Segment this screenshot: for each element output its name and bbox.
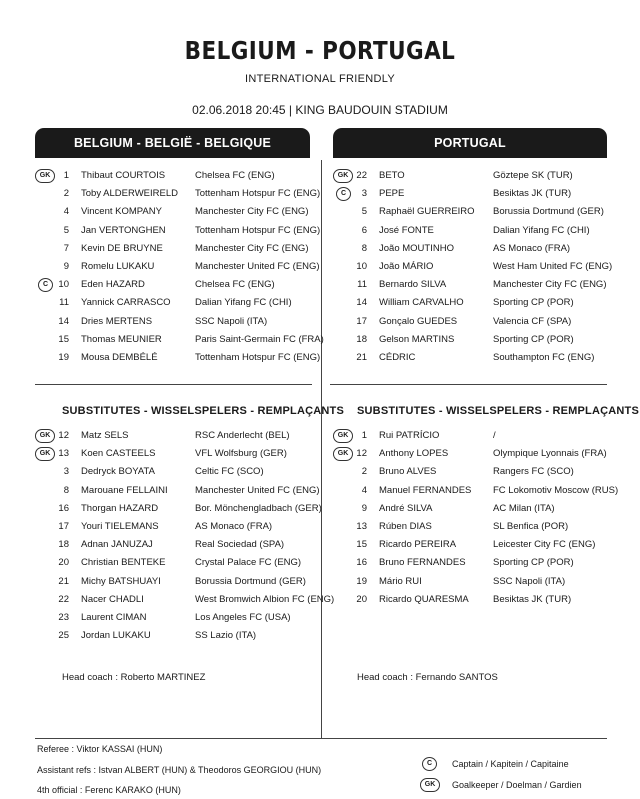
player-name: Eden HAZARD (81, 279, 145, 291)
player-club: Borussia Dortmund (GER) (493, 206, 604, 218)
player-row (35, 332, 324, 348)
player-name: Bernardo SILVA (379, 279, 447, 291)
player-row (333, 314, 613, 330)
player-name: Yannick CARRASCO (81, 297, 171, 309)
player-row (35, 501, 322, 517)
player-row (35, 223, 321, 239)
player-number: 15 (58, 333, 69, 345)
player-number: 12 (58, 430, 69, 441)
player-club: Southampton FC (ENG) (493, 352, 595, 363)
player-row (35, 204, 315, 220)
player-row (333, 332, 613, 348)
player-name: BETO (379, 170, 405, 181)
player-number: 10 (356, 261, 367, 272)
player-club: West Ham United FC (ENG) (493, 261, 613, 272)
goalkeeper-badge-icon: GK (35, 429, 55, 443)
player-name: Adnan JANUZAJ (81, 539, 153, 551)
player-name: Kevin DE BRUYNE (81, 242, 163, 254)
player-name: Gelson MARTINS (379, 333, 455, 345)
player-name: Bruno FERNANDES (379, 557, 466, 569)
player-name: Dedryck BOYATA (81, 466, 155, 478)
goalkeeper-badge-icon: GK (333, 447, 353, 461)
player-club: Paris Saint-Germain FC (FRA) (195, 333, 324, 345)
player-row (333, 537, 613, 553)
player-club: Manchester United FC (ENG) (195, 484, 320, 496)
goalkeeper-badge-icon: GK (333, 429, 353, 443)
player-row (35, 350, 321, 366)
player-row (35, 519, 315, 535)
player-club: Manchester City FC (ENG) (493, 279, 607, 291)
player-club: Rangers FC (SCO) (493, 466, 574, 478)
player-number: 5 (63, 224, 69, 236)
player-number: 23 (58, 612, 69, 623)
player-club: Olympique Lyonnais (FRA) (493, 448, 607, 460)
player-row (333, 483, 619, 499)
player-number: 13 (356, 521, 367, 532)
subs-title-right: SUBSTITUTES - WISSELSPELERS - REMPLAÇANTS (357, 405, 639, 417)
match-subtitle: INTERNATIONAL FRIENDLY (244, 73, 396, 85)
player-row (35, 464, 315, 480)
player-row (333, 277, 613, 293)
player-row (35, 446, 315, 462)
player-number: 14 (58, 315, 69, 327)
player-name: William CARVALHO (379, 297, 464, 309)
player-club: / (493, 430, 496, 441)
player-name: Toby ALDERWEIRELD (81, 188, 178, 200)
player-number: 8 (63, 484, 69, 496)
player-number: 15 (356, 539, 367, 551)
player-club: Valencia CF (SPA) (493, 315, 572, 327)
player-name: Anthony LOPES (379, 448, 449, 460)
player-row (35, 241, 315, 257)
captain-icon: C (422, 757, 437, 771)
player-row (333, 204, 613, 220)
player-club: Real Sociedad (SPA) (195, 539, 285, 551)
player-number: 3 (63, 466, 69, 478)
player-row (333, 519, 613, 535)
column-divider (321, 160, 322, 738)
player-name: Romelu LUKAKU (81, 261, 155, 272)
player-number: 5 (361, 206, 367, 218)
player-row (333, 168, 613, 184)
footer-divider (35, 738, 607, 739)
player-club: Chelsea FC (ENG) (195, 279, 275, 291)
player-name: Nacer CHADLI (81, 593, 144, 605)
player-number: 17 (356, 315, 367, 327)
player-row (35, 259, 320, 275)
player-number: 25 (58, 630, 69, 642)
section-divider-left (35, 384, 312, 385)
captain-badge-icon: C (336, 187, 351, 201)
player-name: Rui PATRÍCIO (379, 430, 440, 441)
player-club: Los Angeles FC (USA) (195, 612, 291, 623)
player-number: 2 (63, 188, 69, 200)
player-club: Manchester United FC (ENG) (195, 261, 320, 272)
player-name: Ricardo PEREIRA (379, 539, 457, 551)
player-name: Mário RUI (379, 575, 422, 587)
player-club: AS Monaco (FRA) (493, 242, 571, 254)
player-row (35, 610, 315, 626)
player-name: Michy BATSHUAYI (81, 575, 161, 587)
player-club: VFL Wolfsburg (GER) (195, 448, 287, 460)
player-number: 11 (59, 297, 69, 309)
player-row (35, 314, 315, 330)
player-name: Raphaël GUERREIRO (379, 206, 475, 218)
player-name: Manuel FERNANDES (379, 484, 472, 496)
referee: Referee : Viktor KASSAI (HUN) (37, 744, 163, 754)
player-name: Gonçalo GUEDES (379, 315, 458, 327)
player-row (333, 241, 613, 257)
player-name: Dries MERTENS (81, 315, 153, 327)
player-row (333, 501, 613, 517)
player-name: José FONTE (379, 224, 434, 236)
player-club: Sporting CP (POR) (493, 333, 574, 345)
player-club: Tottenham Hotspur FC (ENG) (195, 224, 321, 236)
player-name: Vincent KOMPANY (81, 206, 162, 218)
player-club: Sporting CP (POR) (493, 557, 574, 569)
player-name: Bruno ALVES (379, 466, 437, 478)
player-number: 16 (356, 557, 367, 569)
player-number: 19 (356, 575, 367, 587)
player-row (35, 592, 335, 608)
section-divider-right (330, 384, 607, 385)
subs-title-left: SUBSTITUTES - WISSELSPELERS - REMPLAÇANTS (62, 405, 344, 417)
player-number: 17 (58, 521, 69, 532)
player-club: Dalian Yifang FC (CHI) (195, 297, 292, 309)
player-number: 7 (63, 242, 69, 254)
player-row (35, 628, 315, 644)
player-name: André SILVA (379, 502, 433, 514)
player-number: 18 (58, 539, 69, 551)
player-row (333, 295, 613, 311)
player-club: Leicester City FC (ENG) (493, 539, 596, 551)
player-row (35, 428, 315, 444)
player-name: Marouane FELLAINI (81, 484, 168, 496)
player-club: FC Lokomotiv Moscow (RUS) (493, 484, 619, 496)
player-row (35, 574, 315, 590)
player-name: Christian BENTEKE (81, 557, 166, 569)
player-number: 8 (361, 242, 367, 254)
player-name: Laurent CIMAN (81, 612, 147, 623)
player-name: Thorgan HAZARD (81, 502, 159, 514)
player-club: Bor. Mönchengladbach (GER) (195, 502, 322, 514)
player-row (333, 259, 613, 275)
player-name: Ricardo QUARESMA (379, 593, 469, 605)
player-number: 1 (361, 430, 367, 441)
match-title: BELGIUM - PORTUGAL (184, 36, 456, 65)
player-number: 2 (361, 466, 367, 478)
team-header-left: BELGIUM - BELGIË - BELGIQUE (35, 128, 310, 158)
player-row (333, 464, 613, 480)
player-club: AS Monaco (FRA) (195, 521, 273, 532)
player-number: 21 (356, 352, 367, 363)
player-club: Göztepe SK (TUR) (493, 170, 573, 181)
player-name: CÉDRIC (379, 352, 416, 363)
player-number: 9 (63, 261, 69, 272)
goalkeeper-badge-icon: GK (35, 169, 55, 183)
player-row (333, 446, 613, 462)
player-row (35, 168, 315, 184)
assistant-referees: Assistant refs : Istvan ALBERT (HUN) & Theodoros GEORGIOU (HUN) (37, 765, 322, 775)
player-club: Sporting CP (POR) (493, 297, 574, 309)
goalkeeper-badge-icon: GK (333, 169, 353, 183)
player-number: 22 (356, 170, 367, 181)
player-club: Tottenham Hotspur FC (ENG) (195, 188, 321, 200)
captain-badge-icon: C (38, 278, 53, 292)
player-number: 16 (58, 502, 69, 514)
player-number: 11 (357, 279, 367, 291)
player-number: 9 (361, 502, 367, 514)
player-name: PEPE (379, 188, 405, 200)
player-name: Jordan LUKAKU (81, 630, 151, 642)
player-club: West Bromwich Albion FC (ENG) (195, 593, 335, 605)
player-row (35, 483, 320, 499)
player-number: 12 (356, 448, 367, 460)
player-club: Manchester City FC (ENG) (195, 206, 309, 218)
player-row (333, 186, 613, 202)
player-club: Besiktas JK (TUR) (493, 188, 572, 200)
player-row (333, 574, 613, 590)
player-club: SSC Napoli (ITA) (493, 575, 566, 587)
player-club: Dalian Yifang FC (CHI) (493, 224, 590, 236)
goalkeeper-icon: GK (420, 778, 440, 792)
legend-captain: Captain / Kapitein / Capitaine (452, 759, 569, 769)
player-club: AC Milan (ITA) (493, 502, 555, 514)
player-number: 20 (356, 593, 367, 605)
player-number: 20 (58, 557, 69, 569)
player-row (35, 537, 315, 553)
player-name: Thibaut COURTOIS (81, 170, 166, 181)
fourth-official: 4th official : Ferenc KARAKO (HUN) (37, 785, 181, 795)
player-number: 4 (63, 206, 69, 218)
player-name: João MÁRIO (379, 261, 434, 272)
player-club: SSC Napoli (ITA) (195, 315, 268, 327)
player-club: Borussia Dortmund (GER) (195, 575, 306, 587)
player-club: Celtic FC (SCO) (195, 466, 264, 478)
player-name: Matz SELS (81, 430, 129, 441)
team-header-right: PORTUGAL (333, 128, 607, 158)
goalkeeper-badge-icon: GK (35, 447, 55, 461)
player-row (333, 428, 613, 444)
player-club: Chelsea FC (ENG) (195, 170, 275, 181)
player-number: 13 (58, 448, 69, 460)
player-number: 10 (58, 279, 69, 291)
player-club: RSC Anderlecht (BEL) (195, 430, 290, 441)
player-row (35, 555, 315, 571)
player-club: Tottenham Hotspur FC (ENG) (195, 352, 321, 363)
player-number: 6 (361, 224, 367, 236)
player-name: Rúben DIAS (379, 521, 432, 532)
player-club: Crystal Palace FC (ENG) (195, 557, 302, 569)
player-name: Thomas MEUNIER (81, 333, 162, 345)
player-row (333, 592, 613, 608)
player-number: 18 (356, 333, 367, 345)
player-name: Koen CASTEELS (81, 448, 156, 460)
player-row (35, 277, 315, 293)
head-coach-left: Head coach : Roberto MARTINEZ (62, 672, 206, 683)
player-name: Youri TIELEMANS (81, 521, 159, 532)
head-coach-right: Head coach : Fernando SANTOS (357, 672, 498, 683)
player-row (35, 186, 321, 202)
match-date-venue: 02.06.2018 20:45 | KING BAUDOUIN STADIUM (192, 103, 448, 117)
player-club: Besiktas JK (TUR) (493, 593, 572, 605)
player-number: 21 (58, 575, 69, 587)
player-club: Manchester City FC (ENG) (195, 242, 309, 254)
player-number: 3 (361, 188, 367, 200)
player-row (333, 350, 613, 366)
player-row (333, 555, 613, 571)
player-club: SS Lazio (ITA) (195, 630, 257, 642)
player-name: Jan VERTONGHEN (81, 224, 166, 236)
player-name: João MOUTINHO (379, 242, 454, 254)
player-club: SL Benfica (POR) (493, 521, 569, 532)
player-number: 22 (58, 593, 69, 605)
player-row (35, 295, 315, 311)
player-number: 19 (58, 352, 69, 363)
player-name: Mousa DEMBÉLÉ (81, 352, 158, 363)
player-row (333, 223, 613, 239)
player-number: 14 (356, 297, 367, 309)
legend-goalkeeper: Goalkeeper / Doelman / Gardien (452, 780, 582, 790)
player-number: 4 (361, 484, 367, 496)
player-number: 1 (63, 170, 69, 181)
